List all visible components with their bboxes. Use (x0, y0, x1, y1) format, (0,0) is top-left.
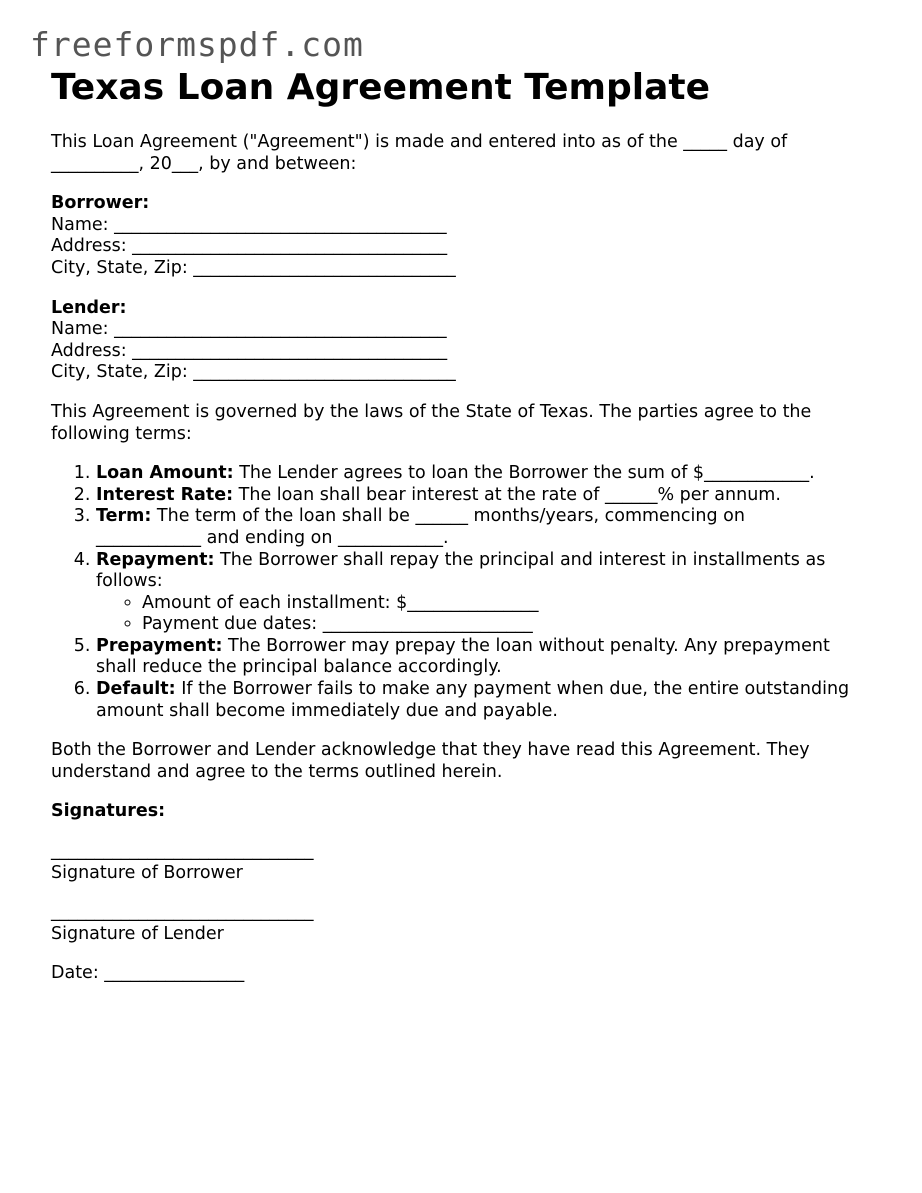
term-text: The loan shall bear interest at the rate of ______% per annum. (233, 484, 781, 505)
acknowledgment-line-1: Both the Borrower and Lender acknowledge that they have read this Agreement. They (51, 740, 810, 761)
borrower-city-field: City, State, Zip: ______________________________ (51, 257, 456, 278)
term-item-default (96, 679, 891, 722)
lender-city-field: City, State, Zip: ______________________________ (51, 362, 456, 383)
installment-amount-item: ◦ Amount of each installment: $_______________ (142, 593, 891, 615)
date-field: Date: ________________ (51, 963, 245, 984)
document-title: Texas Loan Agreement Template (51, 67, 711, 108)
lender-name-field: Name: ______________________________________ (51, 319, 447, 340)
borrower-address-field: Address: ____________________________________ (51, 236, 448, 257)
lender-signature-label: Signature of Lender (51, 923, 224, 944)
signatures-heading: Signatures: (51, 801, 166, 822)
term-text-continued: amount shall become immediately due and payable. (96, 700, 558, 721)
watermark-text: freeformspdf.com (30, 25, 364, 64)
term-text: If the Borrower fails to make any payment when due, the entire outstanding (175, 679, 850, 700)
governing-law-paragraph (51, 402, 891, 445)
borrower-signature-line: ______________________________ (51, 841, 314, 862)
term-label: Default: (96, 679, 176, 700)
term-text: The Borrower shall repay the principal and interest in installments as (214, 549, 826, 570)
term-label: Term: (96, 506, 152, 527)
governing-line-1: This Agreement is governed by the laws of the State of Texas. The parties agree to the (51, 401, 812, 422)
lender-signature-block (51, 902, 891, 945)
term-text-continued: ____________ and ending on ____________. (96, 527, 449, 548)
borrower-heading: Borrower: (51, 193, 150, 214)
governing-line-2: following terms: (51, 423, 192, 444)
term-text-continued: follows: (96, 571, 163, 592)
term-text: The term of the loan shall be ______ months/years, commencing on (151, 506, 745, 527)
lender-signature-line: ______________________________ (51, 902, 314, 923)
terms-list (51, 463, 891, 722)
term-item-prepayment (96, 636, 891, 679)
borrower-signature-label: Signature of Borrower (51, 862, 243, 883)
acknowledgment-line-2: understand and agree to the terms outlined herein. (51, 761, 503, 782)
borrower-section (51, 193, 891, 279)
term-label: Interest Rate: (96, 484, 234, 505)
term-item-loan-amount (96, 463, 891, 485)
term-label: Loan Amount: (96, 463, 234, 484)
borrower-name-field: Name: ______________________________________ (51, 214, 447, 235)
term-item-term (96, 506, 891, 549)
intro-line-1: This Loan Agreement ("Agreement") is made and entered into as of the _____ day of (51, 132, 788, 152)
term-text: The Lender agrees to loan the Borrower the sum of $____________. (233, 463, 815, 484)
lender-address-field: Address: ____________________________________ (51, 340, 448, 361)
acknowledgment-paragraph (51, 740, 891, 783)
document-page (51, 66, 891, 985)
lender-heading: Lender: (51, 297, 127, 318)
lender-section (51, 298, 891, 384)
payment-due-dates-item: ◦ Payment due dates: ________________________ (142, 614, 891, 636)
intro-paragraph (51, 132, 891, 175)
term-label: Repayment: (96, 549, 215, 570)
term-text-continued: shall reduce the principal balance accordingly. (96, 657, 502, 678)
repayment-sublist (96, 593, 891, 636)
term-item-repayment (96, 550, 891, 636)
intro-line-2: __________, 20___, by and between: (51, 153, 357, 174)
term-item-interest-rate (96, 485, 891, 507)
term-label: Prepayment: (96, 635, 223, 656)
borrower-signature-block (51, 841, 891, 884)
term-text: The Borrower may prepay the loan without penalty. Any prepayment (222, 635, 830, 656)
